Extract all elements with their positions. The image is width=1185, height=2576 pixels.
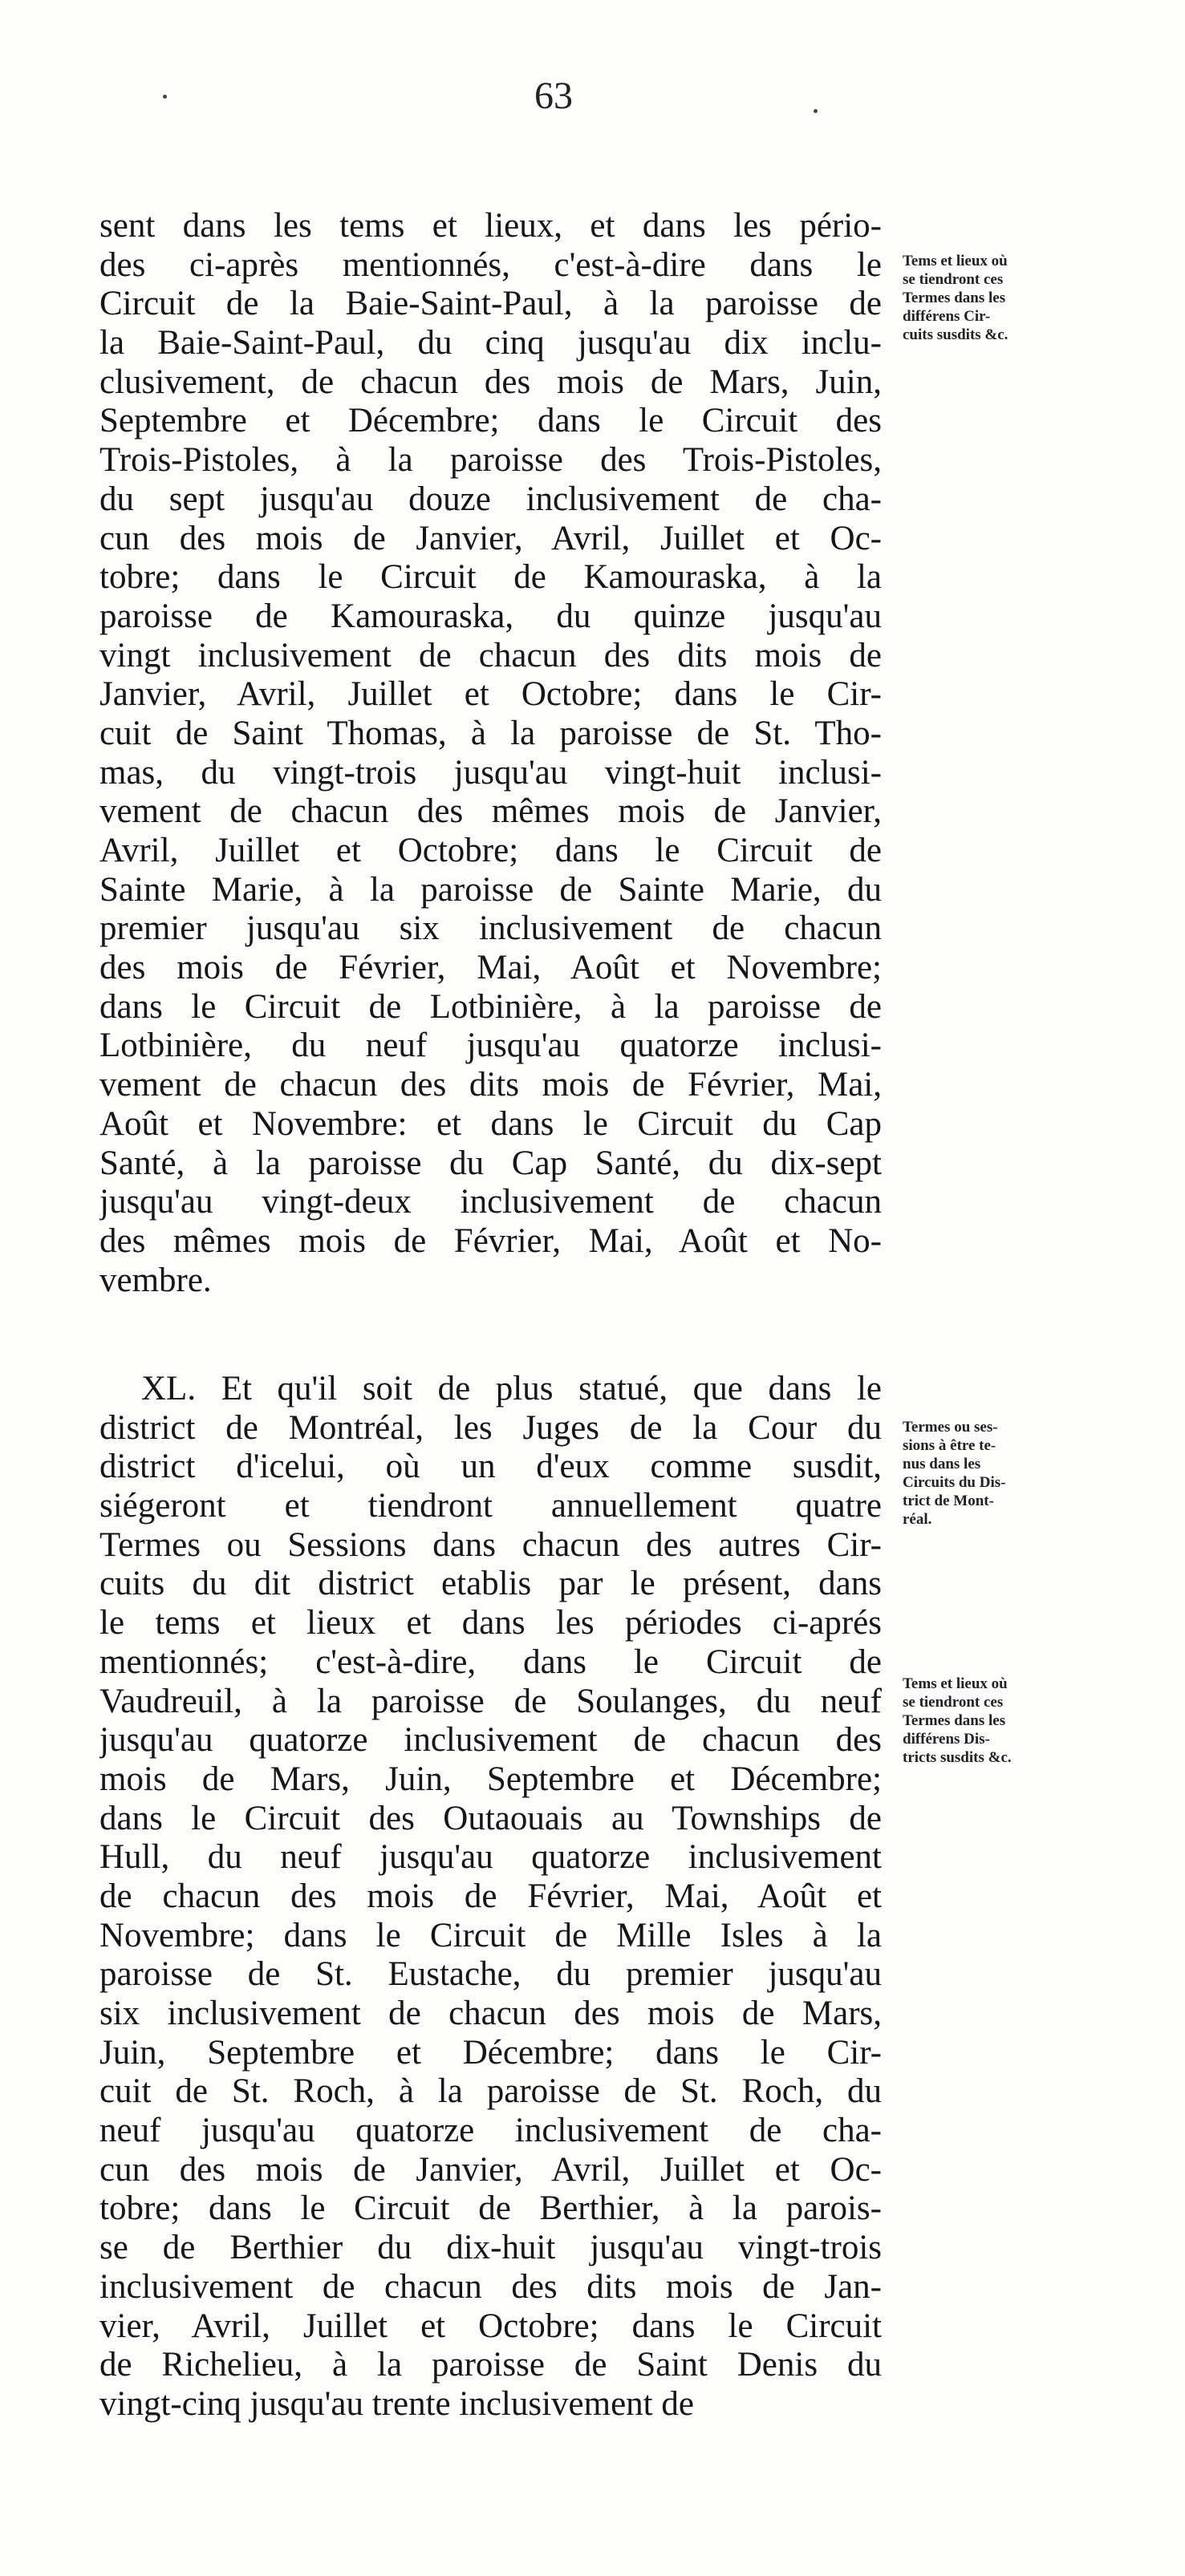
text-line: jusqu'au vingt-deux inclusivement de chacun xyxy=(99,1183,882,1221)
text-line: cuit de St. Roch, à la paroisse de St. Roch, du xyxy=(99,2072,882,2111)
margin-note-line: Tems et lieux où xyxy=(903,253,1008,269)
margin-note-termes-montreal xyxy=(903,1418,1071,1529)
text-line: premier jusqu'au six inclusivement de chacun xyxy=(99,909,882,948)
text-line: dans le Circuit de Lotbinière, à la paroisse de xyxy=(99,987,882,1026)
text-line: siégeront et tiendront annuellement quatre xyxy=(99,1487,882,1525)
text-line: mois de Mars, Juin, Septembre et Décembre; xyxy=(99,1760,882,1798)
text-line: la Baie-Saint-Paul, du cinq jusqu'au dix inclu- xyxy=(99,324,882,363)
margin-note-line: différens Cir- xyxy=(903,308,991,325)
text-line: tobre; dans le Circuit de Berthier, à la parois- xyxy=(99,2189,882,2228)
text-line: inclusivement de chacun des dits mois de Jan- xyxy=(99,2267,882,2306)
text-line: clusivement, de chacun des mois de Mars, Juin, xyxy=(99,363,882,401)
text-line: district de Montréal, les Juges de la Cour du xyxy=(99,1408,882,1447)
text-line: mentionnés; c'est-à-dire, dans le Circuit de xyxy=(99,1642,882,1681)
text-line: Vaudreuil, à la paroisse de Soulanges, du neuf xyxy=(99,1682,882,1720)
text-line: neuf jusqu'au quatorze inclusivement de cha- xyxy=(99,2112,882,2150)
margin-note-line: se tiendront ces xyxy=(903,1694,1004,1711)
text-line: Avril, Juillet et Octobre; dans le Circuit de xyxy=(99,832,882,869)
text-line: du sept jusqu'au douze inclusivement de cha- xyxy=(99,480,882,518)
text-line: vingt-cinq jusqu'au trente inclusivement de xyxy=(99,2384,694,2423)
text-line: le tems et lieux et dans les périodes ci-aprés xyxy=(99,1604,882,1642)
text-line: Juin, Septembre et Décembre; dans le Cir- xyxy=(99,2033,882,2072)
margin-note-line: se tiendront ces xyxy=(903,271,1004,288)
text-line: cun des mois de Janvier, Avril, Juillet et Oc- xyxy=(99,519,882,557)
margin-note-line: Tems et lieux où xyxy=(903,1675,1008,1692)
margin-note-line: Termes ou ses- xyxy=(903,1419,998,1436)
text-line: XL. Et qu'il soit de plus statué, que dans le xyxy=(141,1370,882,1407)
ink-speck xyxy=(814,109,818,113)
text-line: sent dans les tems et lieux, et dans les pério- xyxy=(99,207,882,245)
margin-note-line: sions à être te- xyxy=(903,1437,996,1454)
margin-note-line: Circuits du Dis- xyxy=(903,1474,1006,1491)
text-line: Santé, à la paroisse du Cap Santé, du dix-sept xyxy=(99,1144,882,1182)
text-line: Septembre et Décembre; dans le Circuit des xyxy=(99,402,882,440)
page-number: 63 xyxy=(534,75,573,117)
text-line: tobre; dans le Circuit de Kamouraska, à la xyxy=(99,558,882,597)
margin-note-line: réal. xyxy=(903,1511,932,1528)
text-line: dans le Circuit des Outaouais au Townships de xyxy=(99,1799,882,1837)
text-line: jusqu'au quatorze inclusivement de chacun des xyxy=(99,1721,882,1760)
text-line: Trois-Pistoles, à la paroisse des Trois-Pistoles, xyxy=(99,441,882,480)
margin-note-line: Termes dans les xyxy=(903,1712,1006,1729)
text-line: Hull, du neuf jusqu'au quatorze inclusivement xyxy=(99,1838,882,1877)
margin-note-line: nus dans les xyxy=(903,1456,981,1472)
text-line: vement de chacun des mêmes mois de Janvier, xyxy=(99,792,882,831)
text-line: cun des mois de Janvier, Avril, Juillet et Oc- xyxy=(99,2150,882,2189)
text-line: de chacun des mois de Février, Mai, Août et xyxy=(99,1877,882,1915)
text-line: paroisse de Kamouraska, du quinze jusqu'au xyxy=(99,597,882,635)
text-line: cuits du dit district etablis par le présent, dans xyxy=(99,1565,882,1603)
text-line: mas, du vingt-trois jusqu'au vingt-huit inclusi- xyxy=(99,753,882,792)
margin-note-tems-et-lieux xyxy=(903,252,1071,344)
paragraph-2 xyxy=(99,1370,882,2424)
margin-note-line: trict de Mont- xyxy=(903,1493,994,1509)
text-line: des ci-après mentionnés, c'est-à-dire dans le xyxy=(99,245,882,284)
text-line: vement de chacun des dits mois de Février, Mai, xyxy=(99,1066,882,1104)
text-line: Août et Novembre: et dans le Circuit du Cap xyxy=(99,1104,882,1143)
ink-speck xyxy=(163,95,167,99)
text-line: Circuit de la Baie-Saint-Paul, à la paroisse de xyxy=(99,285,882,323)
text-line: vier, Avril, Juillet et Octobre; dans le Circuit xyxy=(99,2307,882,2345)
text-line: Termes ou Sessions dans chacun des autres Cir- xyxy=(99,1525,882,1564)
text-line: Janvier, Avril, Juillet et Octobre; dans le Cir- xyxy=(99,675,882,714)
text-line: cuit de Saint Thomas, à la paroisse de St. Tho- xyxy=(99,714,882,752)
margin-note-line: Termes dans les xyxy=(903,290,1006,306)
text-line: vingt inclusivement de chacun des dits mois de xyxy=(99,636,882,674)
text-line: Sainte Marie, à la paroisse de Sainte Marie, du xyxy=(99,870,882,909)
text-line: se de Berthier du dix-huit jusqu'au vingt-trois xyxy=(99,2229,882,2267)
text-line: de Richelieu, à la paroisse de Saint Denis du xyxy=(99,2346,882,2384)
margin-note-line: cuits susdits &c. xyxy=(903,326,1008,343)
text-line: Novembre; dans le Circuit de Mille Isles à la xyxy=(99,1916,882,1954)
paragraph-1 xyxy=(99,207,882,1300)
text-line: des mois de Février, Mai, Août et Novembre; xyxy=(99,949,882,987)
text-line: des mêmes mois de Février, Mai, Août et No- xyxy=(99,1221,882,1260)
margin-note-line: différens Dis- xyxy=(903,1731,990,1748)
text-line: paroisse de St. Eustache, du premier jusqu'au xyxy=(99,1955,882,1994)
text-line: vembre. xyxy=(99,1261,212,1299)
text-line: six inclusivement de chacun des mois de Mars, xyxy=(99,1995,882,2032)
text-line: Lotbinière, du neuf jusqu'au quatorze inclusi- xyxy=(99,1027,882,1065)
text-line: district d'icelui, où un d'eux comme susdit, xyxy=(99,1448,882,1486)
margin-note-tems-et-lieux-districts xyxy=(903,1675,1071,1767)
margin-note-line: tricts susdits &c. xyxy=(903,1749,1012,1766)
